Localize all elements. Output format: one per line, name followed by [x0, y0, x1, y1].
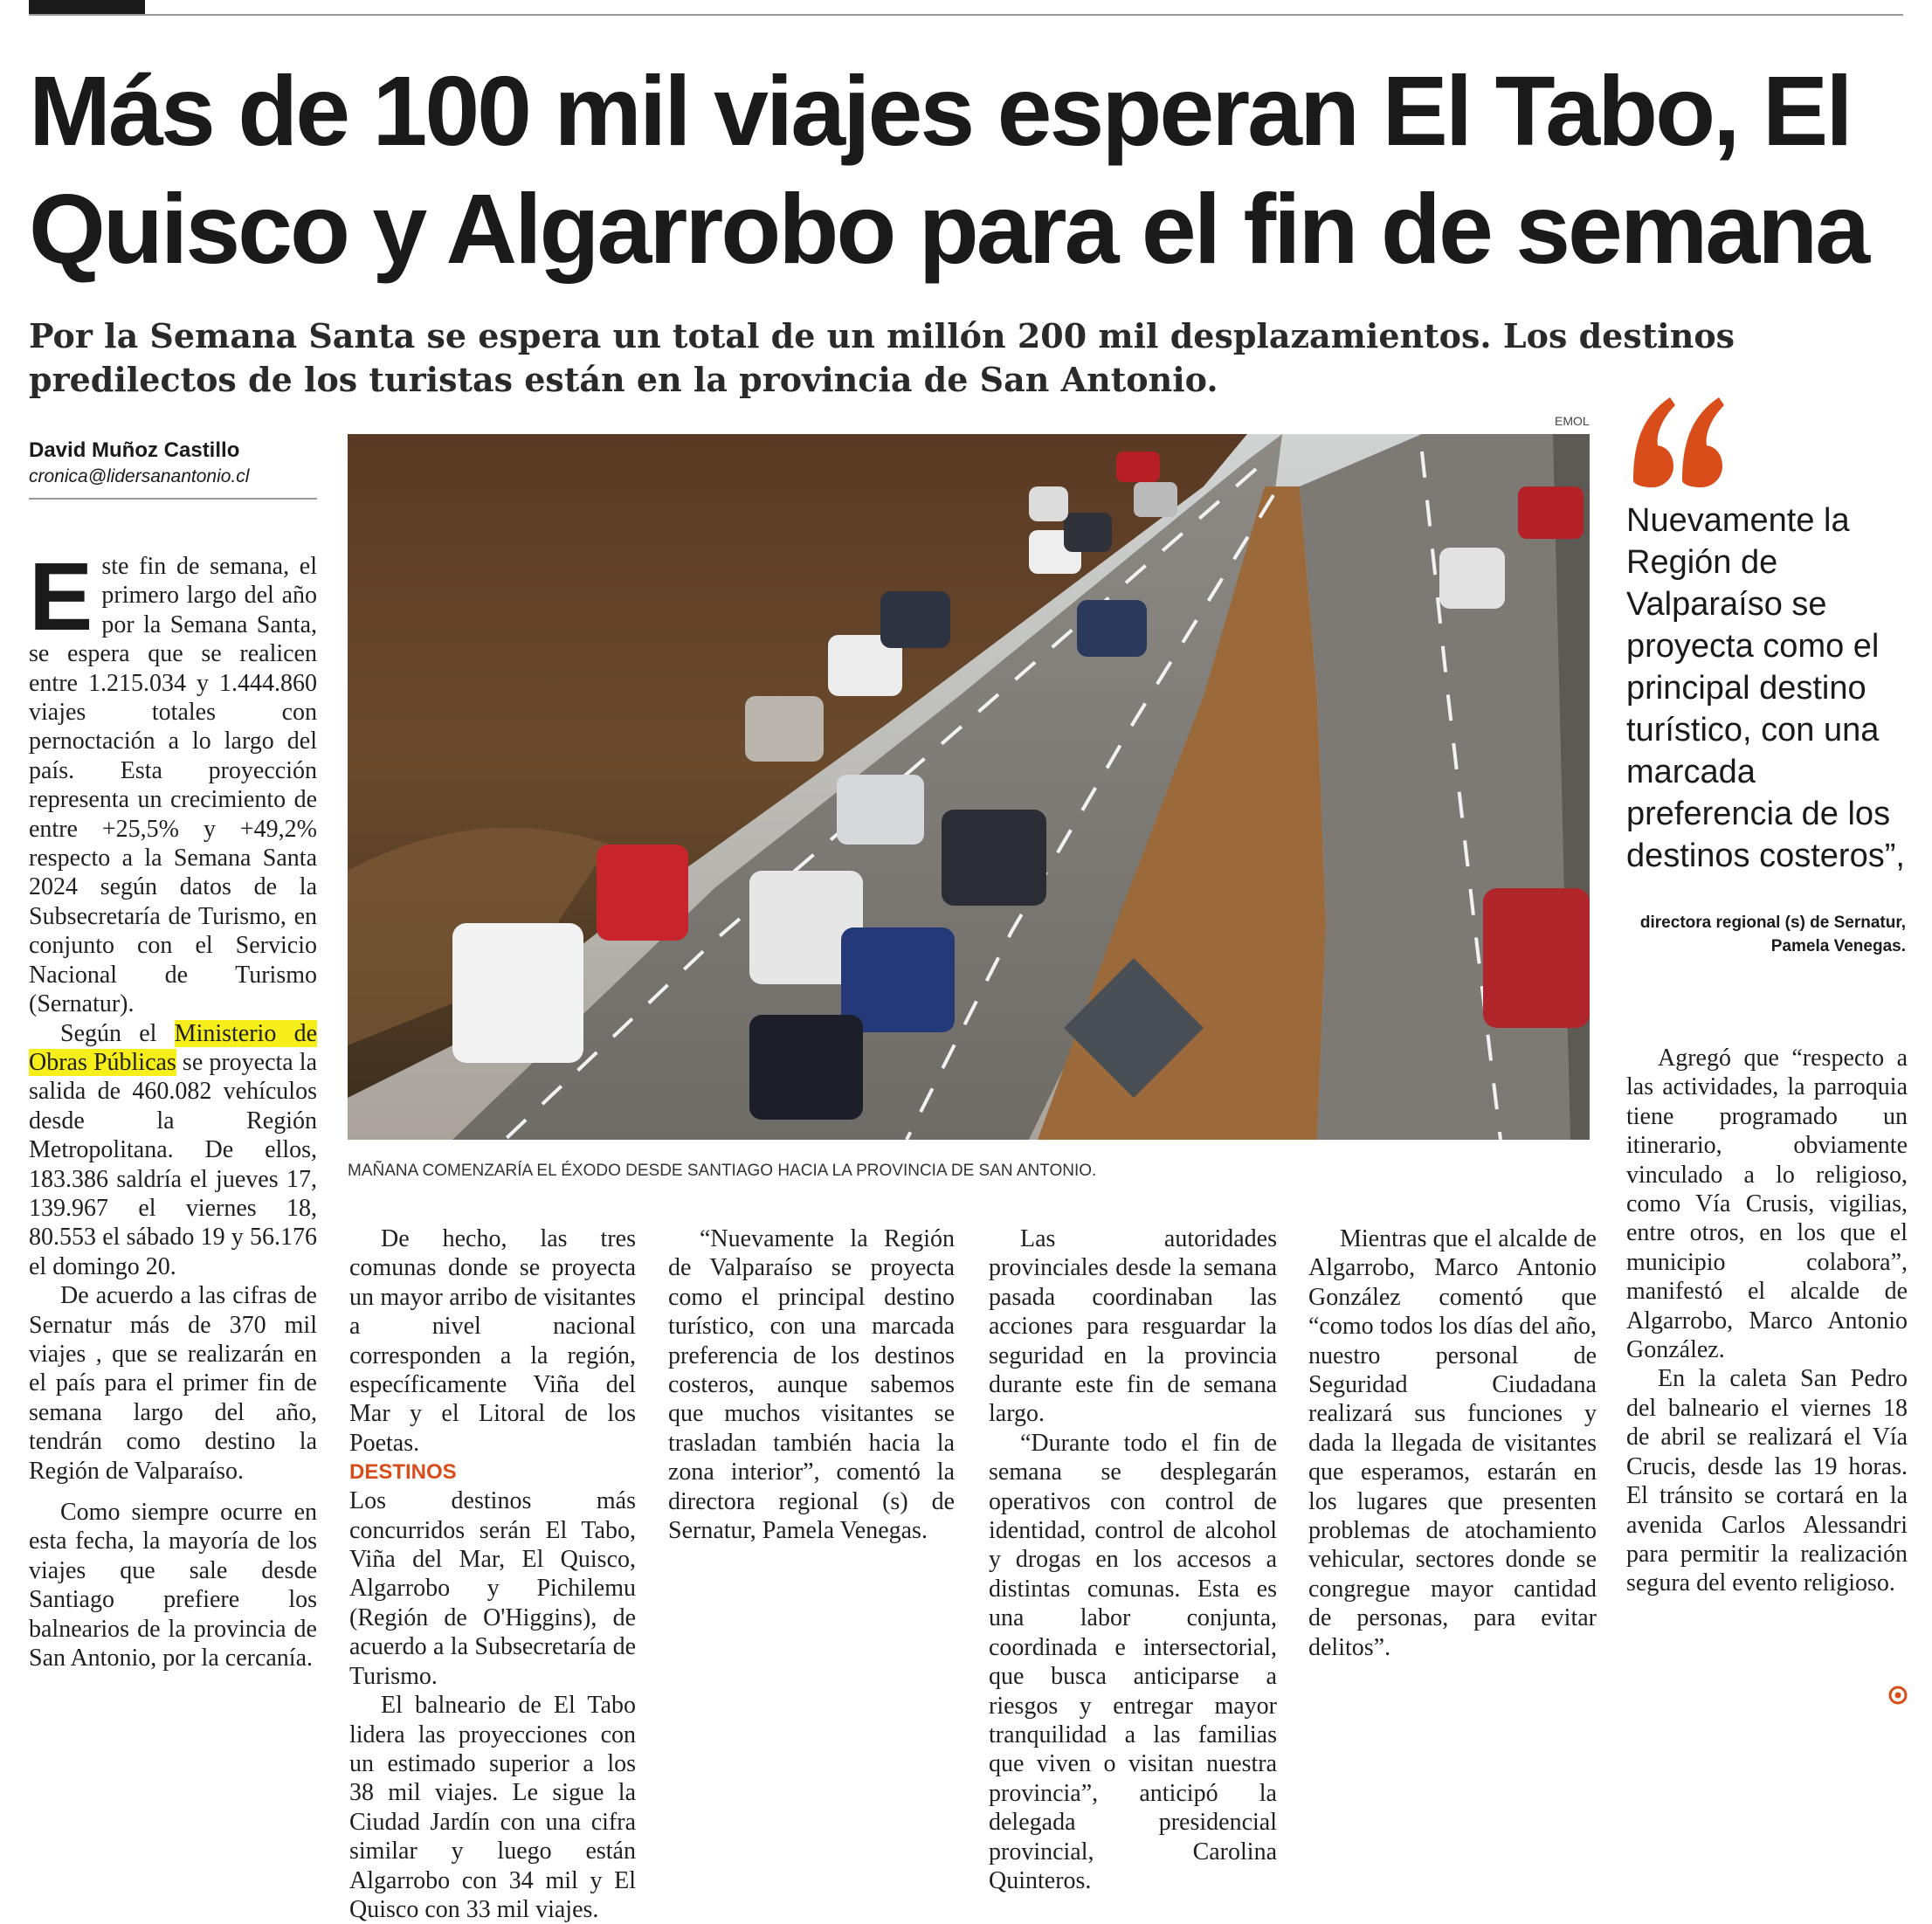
paragraph-11: Mientras que el alcalde de Algarrobo, Marco Antonio González comentó que “como todos los días del año, nuestro personal de Seguridad Ciudadana realizará sus funciones y dada la llegada de visitantes que esperamos, estarán en los lugares que presenten problemas de atochamiento vehicular, sectores donde se congregue mayor cantidad de personas, para evitar delitos”. [1308, 1225, 1597, 1661]
end-mark-icon [1888, 1686, 1908, 1705]
paragraph-2: Según el Ministerio de Obras Públicas se proyecta la salida de 460.082 vehículos desde la Región Metropolitana. De ellos, 183.386 saldría el jueves 17, 139.967 el viernes 18, 80.553 el sábado 19 y 56.176 el domingo 20. [29, 1019, 317, 1280]
author-email[interactable]: cronica@lidersanantonio.cl [29, 466, 250, 486]
dropcap: E [29, 543, 93, 651]
article-column-2 [349, 1224, 636, 1924]
pull-quote-attribution: directora regional (s) de Sernatur, Pamela Venegas. [1639, 914, 1906, 955]
photo-caption: MAÑANA COMENZARÍA EL ÉXODO DESDE SANTIAGO HACIA LA PROVINCIA DE SAN ANTONIO. [348, 1162, 1097, 1180]
headline: Más de 100 mil viajes esperan El Tabo, El Quisco y Algarrobo para el fin de semana [29, 56, 1868, 284]
photo-credit: EMOL [1555, 414, 1590, 428]
paragraph-9: Las autoridades provinciales desde la semana pasada coordinaban las acciones para resguardar la seguridad en la provincia durante este fin de semana largo. [989, 1225, 1277, 1428]
paragraph-8: “Nuevamente la Región de Valparaíso se proyecta como el principal destino turístico, con una marcada preferencia de los destinos costeros, aunque sabemos que muchos visitantes se trasladan también hacia la zona interior”, comentó la directora regional (s) de Sernatur, Pamela Venegas. [668, 1225, 955, 1545]
article-column-5 [1308, 1224, 1597, 1662]
paragraph-3: De acuerdo a las cifras de Sernatur más de 370 mil viajes , que se realizarán en el país para el primer fin de semana largo del año, tendrán como destino la Región de Valparaíso. [29, 1282, 317, 1485]
pull-quote: Nuevamente la Región de Valparaíso se proyecta como el principal destino turístico, con una marcada preferencia de los destinos costeros”, [1626, 502, 1905, 874]
highway-photo [348, 434, 1590, 1140]
article-column-6 [1626, 1044, 1908, 1598]
paragraph-7: El balneario de El Tabo lidera las proyecciones con un estimado superior a los 38 mil viajes. Le sigue la Ciudad Jardín con una cifra similar y luego están Algarrobo con 34 mil y El Quisco con 33 mil viajes. [349, 1692, 636, 1923]
top-rule [29, 14, 1903, 16]
article-column-1 [29, 543, 317, 1672]
highlighted-text: Ministerio de Obras Públicas [29, 1019, 317, 1076]
paragraph-10: “Durante todo el fin de semana se desplegarán operativos con control de identidad, control de alcohol y drogas en los accesos a distintas comunas. Esta es una labor conjunta, coordinada e intersectorial, que busca anticiparse a riesgos y entregar mayor tranquilidad a las familias que viven o visitan nuestra provincia”, anticipó la delegada presidencial provincial, Carolina Quinteros. [989, 1429, 1277, 1894]
subheadline: Por la Semana Santa se espera un total de un millón 200 mil desplazamientos. Los destinos predilectos de los turistas están en la provincia de San Antonio. [29, 316, 1735, 399]
paragraph-4: Como siempre ocurre en esta fecha, la mayoría de los viajes que sale desde Santiago prefiere los balnearios de la provincia de San Antonio, por la cercanía. [29, 1499, 317, 1672]
byline [29, 437, 317, 500]
section-label: DESTINOS [349, 1460, 457, 1485]
author-name: David Muñoz Castillo [29, 438, 240, 462]
paragraph-13: En la caleta San Pedro del balneario el viernes 18 de abril se realizará el Vía Crucis, desde las 19 horas. El tránsito se cortará en la avenida Carlos Alessandri para permitir la realización segura del evento religioso. [1626, 1365, 1908, 1597]
paragraph-5: De hecho, las tres comunas donde se proyecta un mayor arribo de visitantes a nivel nacional corresponden a la región, específicamente Viña del Mar y el Litoral de los Poetas. [349, 1225, 636, 1457]
article-column-3 [668, 1224, 955, 1545]
open-quote-icon [1626, 393, 1731, 489]
paragraph-1: ste fin de semana, el primero largo del año por la Semana Santa, se espera que se realicen entre 1.215.034 y 1.444.860 viajes totales con pernoctación a lo largo del país. Esta proyección representa un crecimiento de entre +25,5% y +49,2% respecto a la Semana Santa 2024 según datos de la Subsecretaría de Turismo, en conjunto con el Servicio Nacional de Turismo (Sernatur). [29, 553, 317, 1018]
paragraph-6: Los destinos más concurridos serán El Tabo, Viña del Mar, El Quisco, Algarrobo y Pichilemu (Región de O'Higgins), de acuerdo a la Subsecretaría de Turismo. [349, 1487, 636, 1690]
opposite-road [1300, 434, 1590, 1140]
article-column-4 [989, 1224, 1277, 1895]
paragraph-12: Agregó que “respecto a las actividades, la parroquia tiene programado un itinerario, obviamente vinculado a lo religioso, como Vía Crusis, vigilias, entre otros, en los que el municipio colabora”, manifestó el alcalde de Algarrobo, Marco Antonio González. [1626, 1045, 1908, 1364]
